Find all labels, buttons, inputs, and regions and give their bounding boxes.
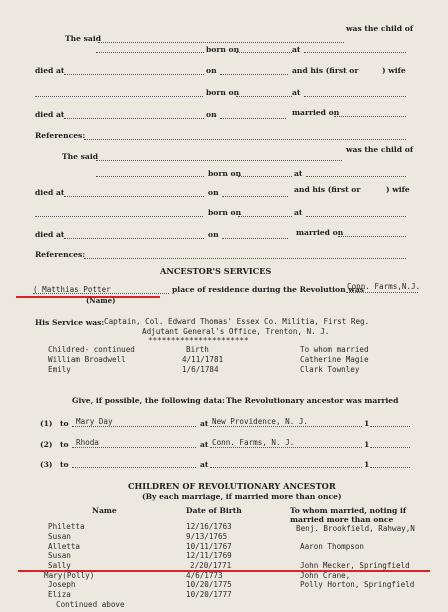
line [238, 216, 292, 217]
line [84, 139, 406, 140]
line [64, 74, 204, 75]
child-dob: 10/20/1775 [186, 580, 232, 589]
the-said-label: The said [65, 34, 102, 43]
marriage-num: (1) [40, 419, 53, 428]
child-name: Sally [48, 561, 71, 570]
col-dob-header: Date of Birth [186, 506, 242, 515]
marriage-intro-b: The Revolutionary ancestor was married [226, 396, 399, 405]
line [72, 426, 196, 427]
name-caption: (Name) [86, 296, 116, 305]
line [64, 196, 204, 197]
died-at-label: died at [35, 66, 65, 75]
line [72, 447, 196, 448]
line [370, 467, 410, 468]
stars-line: ********************** [148, 336, 249, 345]
the-said-line [98, 42, 344, 43]
col-name-header: Name [92, 506, 117, 515]
child-name: Philetta [48, 522, 85, 531]
died-at-label: died at [35, 188, 65, 197]
child-name: Alletta [48, 542, 81, 551]
references-label: References: [35, 131, 86, 140]
line [35, 96, 203, 97]
child-married: John Mecker, Springfield [300, 561, 410, 570]
line [306, 216, 406, 217]
died-at-label: died at [35, 110, 65, 119]
service-line-2: Adjutant General's Office, Trenton, N. J. [142, 327, 330, 336]
line [236, 96, 292, 97]
line [238, 176, 292, 177]
service-line-1: Captain, Col. Edward Thomas' Essex Co. Militia, First Reg. [104, 317, 370, 326]
child-married: John Crane, [300, 571, 351, 580]
born-on-label: born on [206, 45, 240, 54]
and-his-label: and his (first or [294, 185, 361, 194]
residence-label: place of residence during the Revolution was [172, 285, 365, 294]
cont-row-birth: 1/6/1784 [182, 365, 219, 374]
line [35, 216, 203, 217]
marriage-num: (3) [40, 460, 53, 469]
line [64, 238, 204, 239]
born-on-label: born on [206, 88, 240, 97]
marriage-year-prefix: 1 [364, 419, 370, 428]
child-dob: 2/20/1771 [190, 561, 232, 570]
line [210, 426, 362, 427]
child-dob: 10/20/1777 [186, 590, 232, 599]
line [220, 74, 288, 75]
child-of-label: was the child of [346, 145, 414, 154]
child-name: Eliza [48, 590, 71, 599]
at-label: at [292, 88, 301, 97]
at-label: at [294, 169, 303, 178]
line [304, 96, 406, 97]
line [72, 467, 196, 468]
wife-label: ) wife [386, 185, 410, 194]
line [96, 52, 204, 53]
marriage-to-label: to [60, 460, 69, 469]
cont-children-header: Childred- continued [48, 345, 135, 354]
married-on-label: married on [296, 228, 344, 237]
cont-row-birth: 4/11/1781 [182, 355, 224, 364]
line [210, 447, 362, 448]
line [304, 52, 406, 53]
children-subheading: (By each marriage, if married more than once) [142, 492, 342, 501]
marriage-spouse: Mary Day [76, 417, 113, 426]
on-label: on [208, 188, 219, 197]
line [370, 426, 410, 427]
marriage-at-label: at [200, 440, 209, 449]
marriage-at-label: at [200, 419, 209, 428]
child-dob: 9/13/1765 [186, 532, 228, 541]
line [222, 238, 288, 239]
marriage-to-label: to [60, 440, 69, 449]
at-label: at [294, 208, 303, 217]
married-on-label: married on [292, 108, 340, 117]
line [210, 467, 362, 468]
line [334, 116, 406, 117]
child-name: Susan [48, 551, 71, 560]
on-label: on [206, 66, 217, 75]
on-label: on [208, 230, 219, 239]
marriage-year-prefix: 1 [364, 440, 370, 449]
line [64, 118, 204, 119]
line [338, 236, 406, 237]
marriage-place: New Providence, N. J. [212, 417, 309, 426]
line [222, 196, 288, 197]
marriage-at-label: at [200, 460, 209, 469]
cont-row-name: Emily [48, 365, 71, 374]
cont-row-name: William Broadwell [48, 355, 126, 364]
marriage-year-prefix: 1 [364, 460, 370, 469]
children-heading: CHILDREN OF REVOLUTIONARY ANCESTOR [128, 481, 336, 491]
marriage-intro: Give, if possible, the following data: [72, 396, 225, 405]
at-label: at [292, 45, 301, 54]
line [236, 52, 292, 53]
marriage-spouse: Rhoda [76, 438, 99, 447]
col-married-header-2: married more than once [290, 515, 394, 524]
ancestor-name: ( Matthias Potter [33, 285, 111, 294]
service-label: His Service was: [35, 318, 105, 327]
residence-value: Conn. Farms,N.J. [347, 282, 421, 291]
marriage-place: Conn. Farms, N. J. [212, 438, 295, 447]
cont-married-header: To whom married [300, 345, 369, 354]
line [33, 293, 169, 294]
cont-row-married: Clark Townley [300, 365, 360, 374]
and-his-label: and his (first or [292, 66, 359, 75]
child-name: Mary(Polly) [44, 571, 95, 580]
child-married: Benj. Brookfield, Rahway,N [296, 524, 415, 533]
col-married-header-1: To whom married, noting if [290, 506, 407, 515]
cont-row-married: Catherine Magie [300, 355, 369, 364]
born-on-label: born on [208, 169, 242, 178]
child-dob: 10/11/1767 [186, 542, 232, 551]
cont-birth-header: Birth [186, 345, 209, 354]
died-at-label: died at [35, 230, 65, 239]
references-label: References: [35, 250, 86, 259]
line [96, 176, 204, 177]
child-name: Susan [48, 532, 71, 541]
child-dob: 4/6/1773 [186, 571, 223, 580]
marriage-to-label: to [60, 419, 69, 428]
child-dob: 12/16/1763 [186, 522, 232, 531]
on-label: on [206, 110, 217, 119]
wife-label: ) wife [382, 66, 406, 75]
continued-note: Continued above [56, 600, 125, 609]
the-said-label: The said [62, 152, 99, 161]
line [220, 118, 286, 119]
services-heading: ANCESTOR'S SERVICES [160, 266, 272, 276]
child-married: Polly Horton, Springfield [300, 580, 415, 589]
child-dob: 12/11/1769 [186, 551, 232, 560]
line [84, 258, 406, 259]
line [96, 160, 342, 161]
child-married: Aaron Thompson [300, 542, 365, 551]
child-of-label: was the child of [346, 24, 414, 33]
marriage-num: (2) [40, 440, 53, 449]
line [370, 447, 410, 448]
born-on-label: born on [208, 208, 242, 217]
child-name: Joseph [48, 580, 76, 589]
line [306, 176, 406, 177]
line [346, 292, 418, 293]
